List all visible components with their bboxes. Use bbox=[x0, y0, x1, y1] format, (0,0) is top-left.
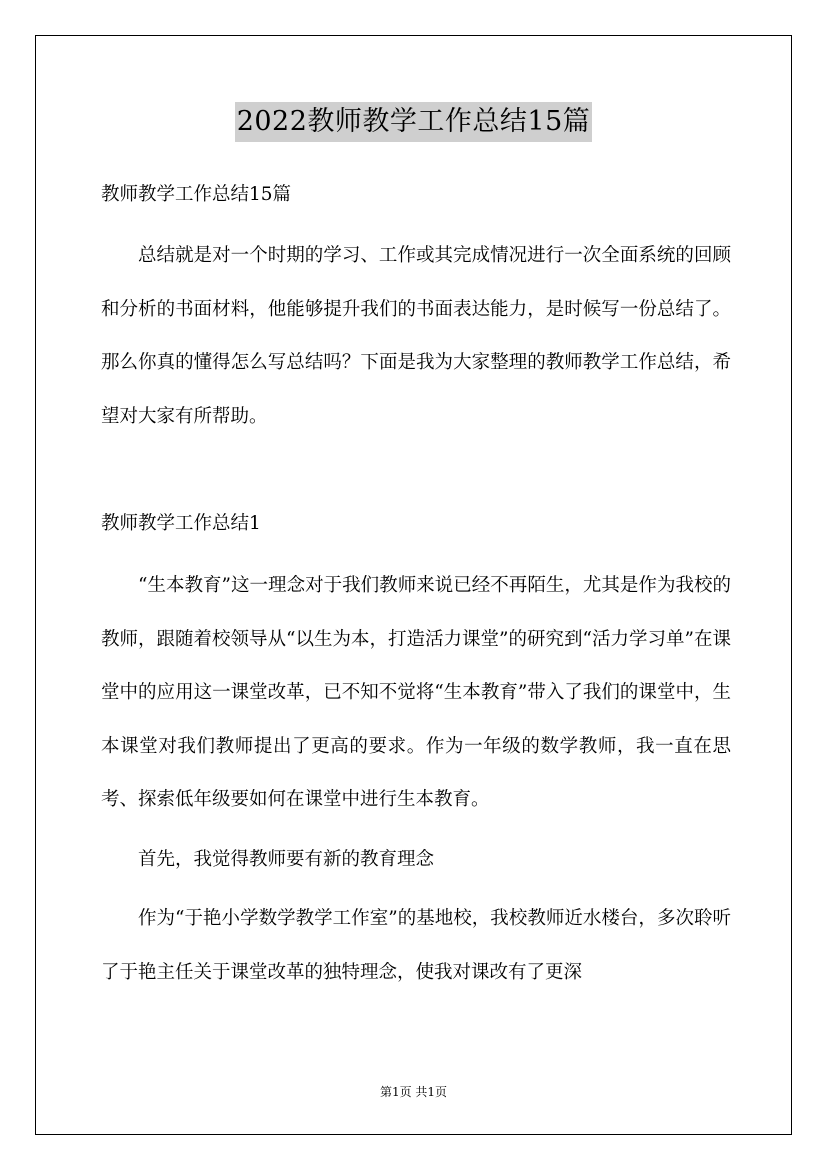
point-heading: 首先，我觉得教师要有新的教育理念 bbox=[138, 848, 435, 870]
document-title: 2022教师教学工作总结15篇 bbox=[235, 102, 593, 142]
page-number: 第1页 共1页 bbox=[379, 1085, 448, 1099]
body-paragraph-2: 作为“于艳小学数学教学工作室”的基地校，我校教师近水楼台，多次聆听了于艳主任关于课堂改革的独特理念，使我对课改有了更深 bbox=[101, 908, 731, 983]
section-heading: 教师教学工作总结1 bbox=[101, 513, 261, 534]
document-body bbox=[101, 176, 731, 999]
document-subtitle: 教师教学工作总结15篇 bbox=[101, 184, 292, 205]
body-paragraph: “生本教育”这一理念对于我们教师来说已经不再陌生，尤其是作为我校的教师，跟随着校领导从“以生为本，打造活力课堂”的研究到“活力学习单”在课堂中的应用这一课堂改革，已不知不觉将“生本教育”带入了我们的课堂中，生本课堂对我们教师提出了更高的要求。作为一年级的数学教师，我一直在思考、探索低年级要如何在课堂中进行生本教育。 bbox=[101, 575, 731, 810]
title-container bbox=[0, 102, 827, 142]
intro-paragraph: 总结就是对一个时期的学习、工作或其完成情况进行一次全面系统的回顾和分析的书面材料，他能够提升我们的书面表达能力，是时候写一份总结了。那么你真的懂得怎么写总结吗？下面是我为大家整理的教师教学工作总结，希望对大家有所帮助。 bbox=[101, 245, 731, 427]
page-footer bbox=[0, 1082, 827, 1102]
